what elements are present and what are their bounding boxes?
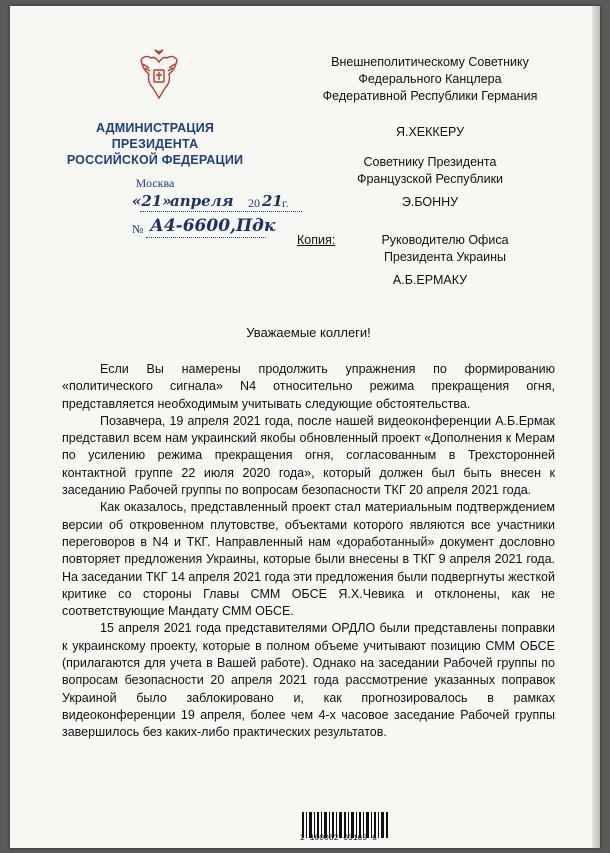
date-year-handwritten: 21 xyxy=(262,192,283,210)
recipient-3-name: А.Б.ЕРМАКУ xyxy=(392,273,468,287)
recipient-france xyxy=(285,154,575,188)
sender-line-3: РОССИЙСКОЙ ФЕДЕРАЦИИ xyxy=(66,153,244,167)
date-underline xyxy=(140,211,302,212)
number-prefix: № xyxy=(132,222,144,236)
city-label: Москва xyxy=(135,176,175,190)
paragraph-1: Если Вы намерены продолжить упражнения по формированию «политического сигнала» N4 относительно режима прекращения огня, представляется необходимым учитывать следующие обстоятельства. xyxy=(62,362,555,411)
date-year-prefix: 20 xyxy=(248,196,260,210)
recipient-1-line-1: Внешнеполитическому Советнику xyxy=(331,55,529,69)
recipient-ukraine xyxy=(310,232,580,266)
recipient-2-name: Э.БОННУ xyxy=(401,195,459,209)
date-month-handwritten: апреля xyxy=(170,192,234,210)
page-edge xyxy=(592,6,600,848)
sender-block xyxy=(50,120,260,168)
recipient-1-line-2: Федерального Канцлера xyxy=(358,72,502,86)
date-line xyxy=(130,192,310,216)
recipient-1-line-3: Федеративной Республики Германия xyxy=(322,89,538,103)
recipient-germany xyxy=(285,54,575,105)
date-suffix: г. xyxy=(282,196,289,210)
recipient-1-name: Я.ХЕККЕРУ xyxy=(395,125,465,139)
number-underline xyxy=(146,237,266,238)
greeting: Уважаемые коллеги! xyxy=(246,325,371,340)
recipient-3-line-1: Руководителю Офиса xyxy=(381,233,509,247)
recipient-2-line-1: Советнику Президента xyxy=(363,155,497,169)
letter-body xyxy=(62,361,555,742)
coat-of-arms-icon xyxy=(137,48,181,102)
paragraph-4: 15 апреля 2021 года представителями ОРДЛО были представлены поправки к украинскому проекту, которые в полном объеме учитывают позицию СММ ОБСЕ (прилагаются для учета в Вашей работе). Однако на заседании Рабочей группы по вопросам безопасности 20 апреля 2021 года рассмотрение указанных поправок Украиной было заблокировано и, как прогнозировалось в рамках видеоконференции 19 апреля, более чем 4-х часовое заседание Рабочей группы завершилось без каких-либо практических результатов. xyxy=(62,621,555,740)
date-day-handwritten: «21» xyxy=(132,192,172,210)
number-line xyxy=(130,216,310,240)
document-page xyxy=(10,6,600,848)
copy-label: Копия: xyxy=(297,233,336,247)
paragraph-3: Как оказалось, представленный проект стал материальным подтверждением версии об откровенном плутовстве, объектами которого являются все участники переговоров в N4 и ТКГ. Направленный нам «доработанный» документ дословно повторяет предложения Украины, которые были внесены в ТКГ 9 апреля 2021 года. На заседании ТКГ 14 апреля 2021 года эти предложения были подвергнуты жесткой критике со стороны Главы СММ ОБСЕ Я.Х.Чевика и отклонены, как не соответствующие Мандату СММ ОБСЕ. xyxy=(62,500,555,619)
recipient-3-line-2: Президента Украины xyxy=(383,250,507,264)
paragraph-2: Позавчера, 19 апреля 2021 года, после нашей видеоконференции А.Б.Ермак представил всем нам украинский якобы обновленный проект «Дополнения к Мерам по усилению режима прекращения огня, согласованным в Трехсторонней контактной группе 22 июля 2020 года», который должен был быть внесен к заседанию Рабочей группы по вопросам безопасности ТКГ 20 апреля 2021 года. xyxy=(62,413,555,498)
sender-line-2: ПРЕЗИДЕНТА xyxy=(111,137,199,151)
sender-line-1: АДМИНИСТРАЦИЯ xyxy=(95,121,215,135)
barcode-number: 2 100062 03169 6 xyxy=(300,834,377,843)
recipient-2-line-2: Французской Республики xyxy=(356,172,504,186)
number-handwritten: А4-6600,Пдк xyxy=(150,216,276,236)
